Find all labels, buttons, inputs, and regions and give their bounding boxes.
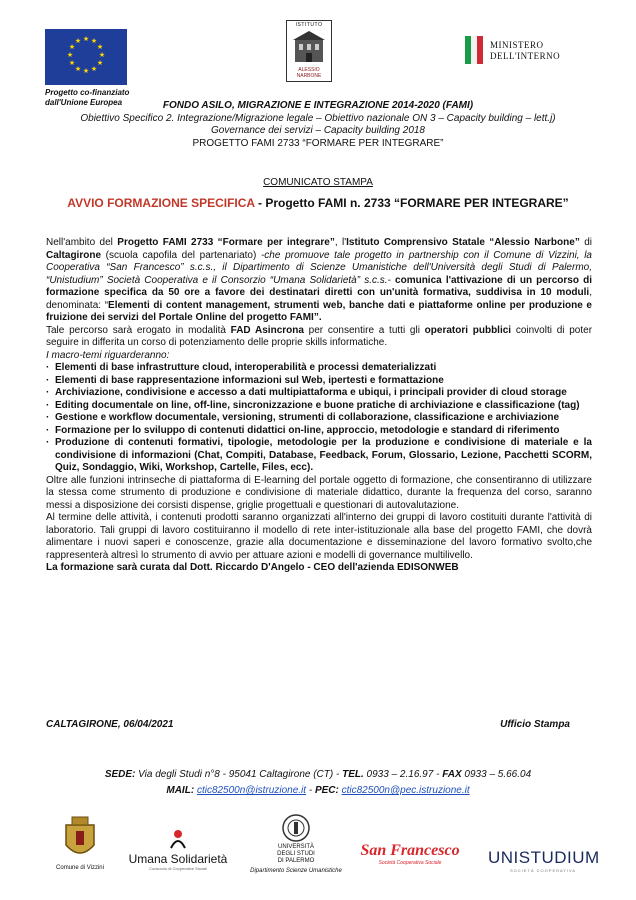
- eu-flag-icon: [45, 29, 127, 85]
- pec-link[interactable]: ctic82500n@pec.istruzione.it: [341, 785, 470, 796]
- topics-list: [46, 362, 592, 475]
- unistudium-logo: [488, 848, 598, 873]
- objective-line: Obiettivo Specifico 2. Integrazione/Migrazione legale – Obiettivo nazionale ON 3 – Capacity building – lett.j): [80, 112, 556, 124]
- svg-text:★: ★: [82, 67, 90, 75]
- conclusion-paragraph: Al termine delle attività, i contenuti prodotti saranno organizzati all'interno dei gruppi di lavoro costituiti durante l'attività di laboratorio. Tali gruppi di lavoro costituiranno il modello di rete inter-istituzionale alla base del progetto FAMI, che dovrà alimentare i nuovi saperi e conoscenze, grazie alla documentazione e disseminazione del lavoro formativo svolto,che rappresenterà altresì lo strumento di avvio per attuare azioni e modelli di governance multilivello.: [46, 512, 592, 561]
- platform-paragraph: Oltre alle funzioni intrinseche di piattaforma di E-learning del portale oggetto di formazione, che consentiranno di utilizzare la stessa come strumento di produzione e condivisione di materiale didattico, durante la frequenza del corso, saranno messi a disposizione dei corsisti dispense, griglie progettuali e questionari di autovalutazione.: [46, 474, 592, 511]
- list-item: · Archiviazione, condivisione e accesso a dati multipiattaforma e ubiqui, i principali provider di cloud storage: [46, 387, 592, 400]
- school-logo-name: ALESSIO NARBONE: [296, 67, 322, 79]
- list-item: · Editing documentale on line, off-line, sincronizzazione e buone pratiche di archiviazione e classificazione (tag): [46, 400, 592, 413]
- project-title: PROGETTO FAMI 2733 “FORMARE PER INTEGRARE”: [192, 137, 444, 149]
- umana-solidarieta-logo: [118, 828, 238, 871]
- address-line: SEDE: Via degli Studi n°8 - 95041 Caltagirone (CT) - TEL. 0933 – 2.16.97 - FAX 0933 – 5.66.04: [104, 769, 532, 780]
- eu-cofinancing-caption: Progetto co-finanziato dall'Unione Europea: [45, 88, 130, 107]
- svg-text:★: ★: [74, 65, 82, 73]
- svg-text:★: ★: [74, 37, 82, 45]
- headline-project: Progetto FAMI n. 2733 “FORMARE PER INTEGRARE”: [265, 196, 569, 210]
- svg-text:★: ★: [66, 51, 74, 59]
- school-logo-top-text: ISTITUTO: [295, 22, 323, 28]
- email-link[interactable]: ctic82500n@istruzione.it: [196, 785, 307, 796]
- topics-intro: I macro-temi riguarderanno:: [46, 349, 170, 361]
- place-date: CALTAGIRONE, 06/04/2021: [46, 719, 174, 730]
- university-seal-icon: [281, 813, 311, 843]
- contact-block: [0, 767, 636, 799]
- list-item: · Produzione di contenuti formativi, tipologie, metodologie per la produzione e condivisione di materiale e la condivisione di informazioni (Chat, Compiti, Database, Feedback, Forum, Glossario, Lezione, Pacchetti SCORM, Quiz, Sondaggio, Wiki, Workshop, Cartelle, Files, ecc).: [46, 437, 592, 475]
- umana-subtitle: Consorzio di Cooperative Sociali: [149, 866, 207, 871]
- school-building-icon: [293, 30, 325, 64]
- unipa-logo: UNIVERSITÀ DEGLI STUDI DI PALERMO Dipartimento Scienze Umanistiche: [246, 813, 346, 875]
- san-francesco-logo: [350, 842, 470, 866]
- unistudium-subtitle: SOCIETÀ COOPERATIVA: [510, 868, 576, 873]
- press-release-label: COMUNICATO STAMPA: [263, 177, 373, 188]
- sign-line: [46, 719, 592, 730]
- headline: AVVIO FORMAZIONE SPECIFICA - Progetto FAMI n. 2733 “FORMARE PER INTEGRARE”: [67, 196, 569, 210]
- coat-of-arms-icon: [62, 815, 98, 863]
- list-item: · Formazione per lo sviluppo di contenuti didattici on-line, approccio, metodologie e standard di riferimento: [46, 425, 592, 438]
- svg-text:★: ★: [90, 37, 98, 45]
- unipa-caption: Dipartimento Scienze Umanistiche: [250, 868, 342, 874]
- vizzini-logo: [50, 815, 110, 871]
- mode-paragraph: Tale percorso sarà erogato in modalità FAD Asincrona per consentire a tutti gli operatori pubblici coinvolti di poter seguire in differita un corso di potenziamento delle proprie skills informatiche.: [46, 324, 593, 348]
- svg-text:★: ★: [68, 59, 76, 67]
- trainer-paragraph: La formazione sarà curata dal Dott. Riccardo D'Angelo - CEO dell'azienda EDISONWEB: [46, 562, 459, 573]
- governance-line: Governance dei servizi – Capacity building 2018: [210, 125, 425, 136]
- svg-text:★: ★: [96, 59, 104, 67]
- ministry-name: MINISTERO DELL'INTERNO: [490, 40, 561, 61]
- body-text: [46, 237, 592, 575]
- intro-paragraph: Nell'ambito del Progetto FAMI 2733 “Formare per integrare”, l'Istituto Comprensivo Statale “Alessio Narbone” di Caltagirone (scuola capofila del partenariato) -che promuove tale progetto in partnership con il Comune di Vizzini, la Cooperativa “San Francesco” s.c.s., il Dipartimento di Scienze Umanistiche dell'Università degli Studi di Palermo, “Unistudium” Società Cooperativa e il Consorzio “Umana Solidarietà” s.c.s.- comunica l'attivazione di un percorso di formazione specifica da 50 ore a favore dei destinatari diretti con un'unità formativa, suddivisa in 10 moduli, denominata: “Elementi di content management, strumenti web, banche dati e piattaforme online per produzione e fruizione dei servizi del Portale Online del progetto FAMI”.: [46, 237, 593, 323]
- list-item: · Elementi di base infrastrutture cloud, interoperabilità e processi dematerializzati: [46, 362, 592, 375]
- svg-text:★: ★: [68, 43, 76, 51]
- svg-text:★: ★: [98, 51, 106, 59]
- umana-name: Umana Solidarietà: [128, 852, 228, 866]
- fund-title: FONDO ASILO, MIGRAZIONE E INTEGRAZIONE 2014-2020 (FAMI): [162, 100, 474, 111]
- san-francesco-name: San Francesco: [360, 842, 460, 859]
- school-logo: [286, 20, 332, 82]
- svg-text:★: ★: [90, 65, 98, 73]
- headline-red: AVVIO FORMAZIONE SPECIFICA: [67, 196, 255, 210]
- email-line: MAIL: ctic82500n@istruzione.it - PEC: ctic82500n@pec.istruzione.it: [166, 785, 470, 796]
- unistudium-name: UNISTUDIUM: [488, 848, 600, 867]
- press-office: Ufficio Stampa: [500, 719, 570, 730]
- project-header: [0, 100, 636, 150]
- san-francesco-subtitle: Società Cooperativa Sociale: [378, 860, 442, 866]
- list-item: · Gestione e workflow documentale, versioning, strumenti di collaborazione, classificazione e archiviazione: [46, 412, 592, 425]
- vizzini-caption: Comune di Vizzini: [56, 865, 104, 871]
- svg-text:★: ★: [96, 43, 104, 51]
- italian-flag-icon: [465, 36, 483, 64]
- svg-text:★: ★: [82, 35, 90, 43]
- umana-figure-icon: [167, 828, 189, 850]
- list-item: · Elementi di base rappresentazione informazioni sul Web, ipertesti e formattazione: [46, 375, 592, 388]
